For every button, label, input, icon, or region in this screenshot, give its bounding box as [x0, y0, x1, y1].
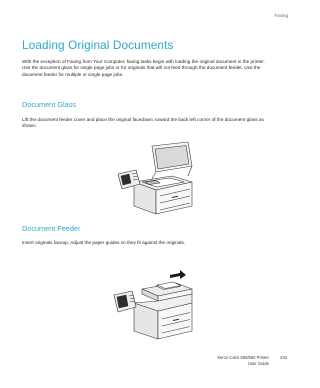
intro-paragraph: With the exception of Faxing from Your Computer, faxing tasks begin with loading the original document in the printer. Use the document glass for single page jobs or for originals that will not feed through the document feeder. Use the document feeder for multiple or single page jobs.: [22, 59, 265, 77]
footer-product-name: Xerox Color 550/560 Printer: [217, 355, 269, 360]
document-feeder-paragraph: Insert originals faceup. Adjust the paper guides so they fit against the originals.: [22, 240, 186, 245]
document-glass-heading: Document Glass: [22, 100, 76, 109]
document-glass-paragraph: Lift the document feeder cover and place the original facedown, toward the back left corner of the document glass as shown.: [22, 117, 264, 129]
printer-document-feeder-illustration: [110, 265, 196, 343]
page-title: Loading Original Documents: [22, 38, 174, 52]
document-feeder-heading: Document Feeder: [22, 224, 81, 233]
page-number: 233: [280, 355, 287, 360]
footer-guide-label: User Guide: [247, 361, 269, 366]
header-section-label: Faxing: [274, 13, 288, 18]
printer-document-glass-illustration: [112, 140, 196, 216]
